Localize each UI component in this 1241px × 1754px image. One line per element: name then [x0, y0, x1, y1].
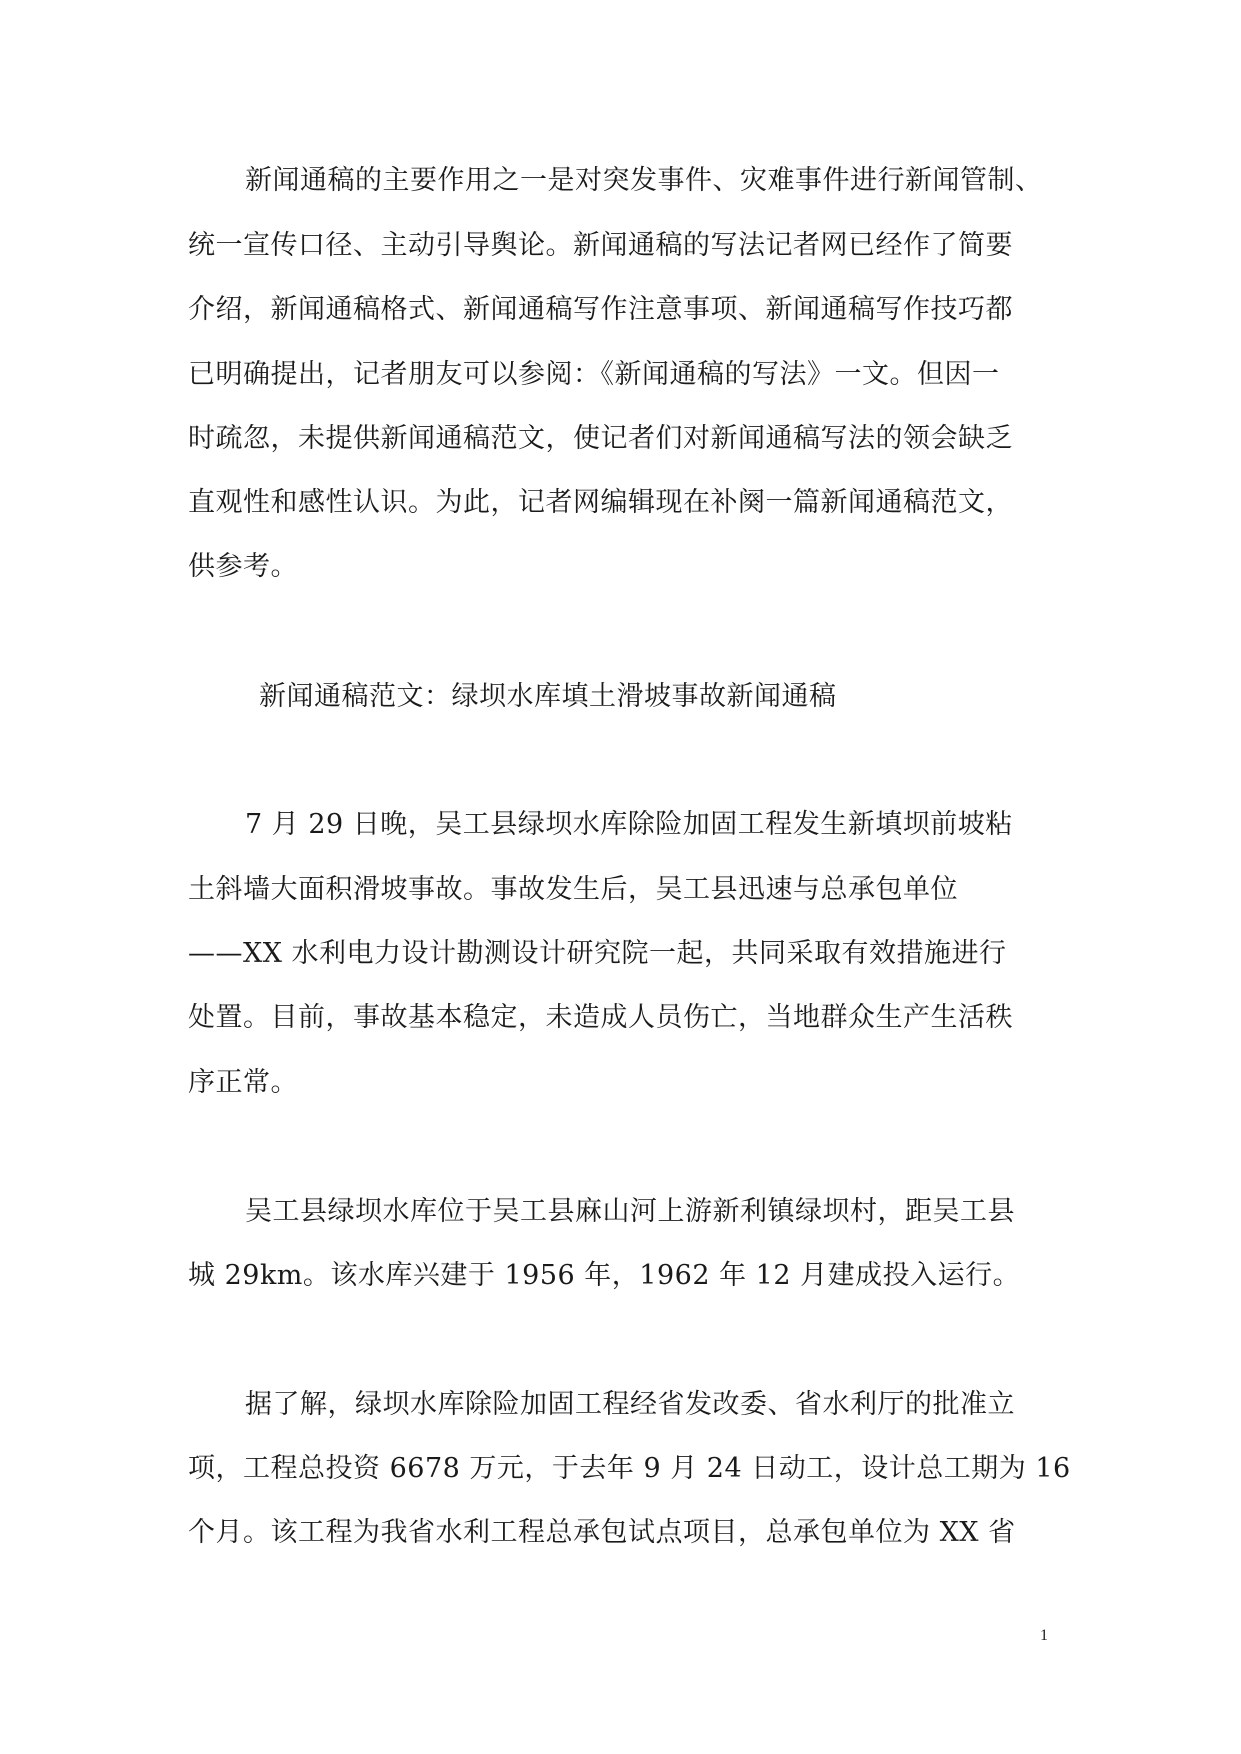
- paragraph2-line-2: 城 29km。该水库兴建于 1956 年，1962 年 12 月建成投入运行。: [188, 1260, 1021, 1291]
- paragraph1-line-3: ——XX 水利电力设计勘测设计研究院一起，共同采取有效措施进行: [188, 938, 1007, 969]
- intro-line-1: 新闻通稿的主要作用之一是对突发事件、灾难事件进行新闻管制、: [245, 165, 1043, 196]
- intro-line-4: 已明确提出，记者朋友可以参阅：《新闻通稿的写法》一文。但因一: [188, 359, 1000, 390]
- paragraph1-line-4: 处置。目前，事故基本稳定，未造成人员伤亡，当地群众生产生活秩: [188, 1002, 1013, 1033]
- paragraph1-line-5: 序正常。: [188, 1067, 298, 1098]
- paragraph1-line-2: 土斜墙大面积滑坡事故。事故发生后，吴工县迅速与总承包单位: [188, 874, 958, 905]
- intro-line-5: 时疏忽，未提供新闻通稿范文，使记者们对新闻通稿写法的领会缺乏: [188, 423, 1013, 454]
- paragraph3-line-1: 据了解，绿坝水库除险加固工程经省发改委、省水利厅的批准立: [245, 1389, 1015, 1420]
- page-number: 1: [1040, 1627, 1048, 1644]
- paragraph1-line-1: 7 月 29 日晚，吴工县绿坝水库除险加固工程发生新填坝前坡粘: [245, 809, 1013, 840]
- intro-line-7: 供参考。: [188, 551, 298, 582]
- paragraph3-line-2: 项，工程总投资 6678 万元，于去年 9 月 24 日动工，设计总工期为 16: [188, 1453, 1071, 1484]
- intro-line-6: 直观性和感性认识。为此，记者网编辑现在补阕一篇新闻通稿范文，: [188, 487, 1013, 518]
- article-title: 新闻通稿范文：绿坝水库填土滑坡事故新闻通稿: [259, 681, 837, 712]
- paragraph3-line-3: 个月。该工程为我省水利工程总承包试点项目，总承包单位为 XX 省: [188, 1517, 1016, 1548]
- paragraph2-line-1: 吴工县绿坝水库位于吴工县麻山河上游新利镇绿坝村，距吴工县: [245, 1196, 1015, 1227]
- intro-line-3: 介绍，新闻通稿格式、新闻通稿写作注意事项、新闻通稿写作技巧都: [188, 294, 1013, 325]
- intro-line-2: 统一宣传口径、主动引导舆论。新闻通稿的写法记者网已经作了简要: [188, 230, 1013, 261]
